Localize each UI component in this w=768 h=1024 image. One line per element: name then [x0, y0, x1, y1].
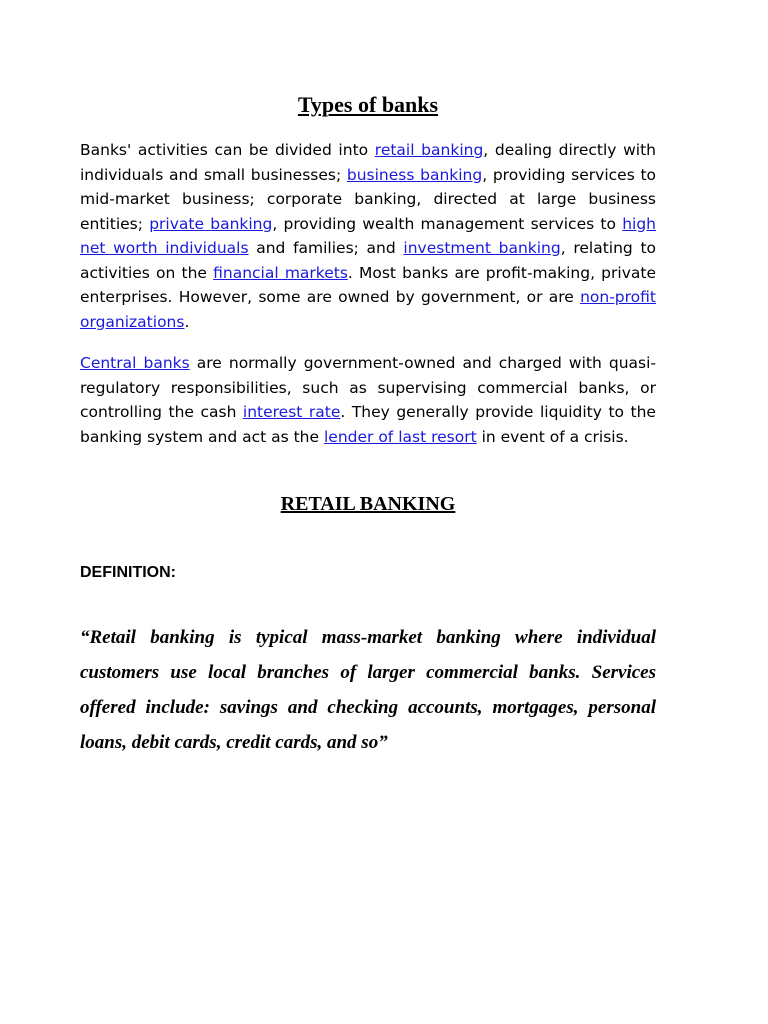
link-high-net-worth-individuals[interactable]: high net worth individuals — [80, 214, 656, 257]
link-interest-rate[interactable]: interest rate — [242, 403, 341, 421]
paragraph-text: . — [184, 312, 190, 331]
link-financial-markets[interactable]: financial markets — [213, 263, 348, 282]
link-business-banking[interactable]: business banking — [346, 165, 483, 184]
paragraph-text: . Most banks are profit-making, private enterprises. However, some are owned by government, or are — [80, 263, 656, 306]
link-lender-of-last-resort[interactable]: lender of last resort — [323, 427, 477, 446]
definition-label: DEFINITION: — [80, 564, 176, 581]
paragraph-text: , providing wealth management services to — [272, 214, 623, 233]
link-private-banking[interactable]: private banking — [149, 214, 273, 233]
paragraph-text: in event of a crisis. — [476, 427, 629, 446]
section-heading-retail-banking: RETAIL BANKING — [280, 493, 456, 515]
link-non-profit-organizations[interactable]: non-profit organizations — [80, 288, 656, 331]
paragraph-text: , relating to activities on the — [80, 239, 657, 282]
paragraph-text: . They generally provide liquidity to the banking system and act as the — [80, 403, 656, 446]
paragraph-text: and families; and — [248, 239, 404, 257]
paragraph-types-of-banks — [80, 138, 656, 334]
page-title: Types of banks — [297, 92, 439, 117]
link-central-banks[interactable]: Central banks — [80, 354, 190, 372]
paragraph-central-banks — [80, 351, 656, 449]
definition-quote: “Retail banking is typical mass-market banking where individual customers use local branches of larger commercial banks. Services offered include: savings and checking accounts, mortgages, personal loans, debit cards, credit cards, and so” — [80, 627, 656, 753]
link-investment-banking[interactable]: investment banking — [403, 239, 561, 257]
link-retail-banking[interactable]: retail banking — [374, 141, 484, 159]
paragraph-text: , providing services to mid-market business; corporate banking, directed at large business entities; — [80, 165, 657, 233]
paragraph-text: , dealing directly with individuals and small businesses; — [80, 141, 656, 184]
paragraph-text: Banks' activities can be divided into — [80, 141, 375, 159]
paragraph-text: are normally government-owned and charged with quasi-regulatory responsibilities, such as supervising commercial banks, or controlling the cash — [80, 354, 656, 421]
